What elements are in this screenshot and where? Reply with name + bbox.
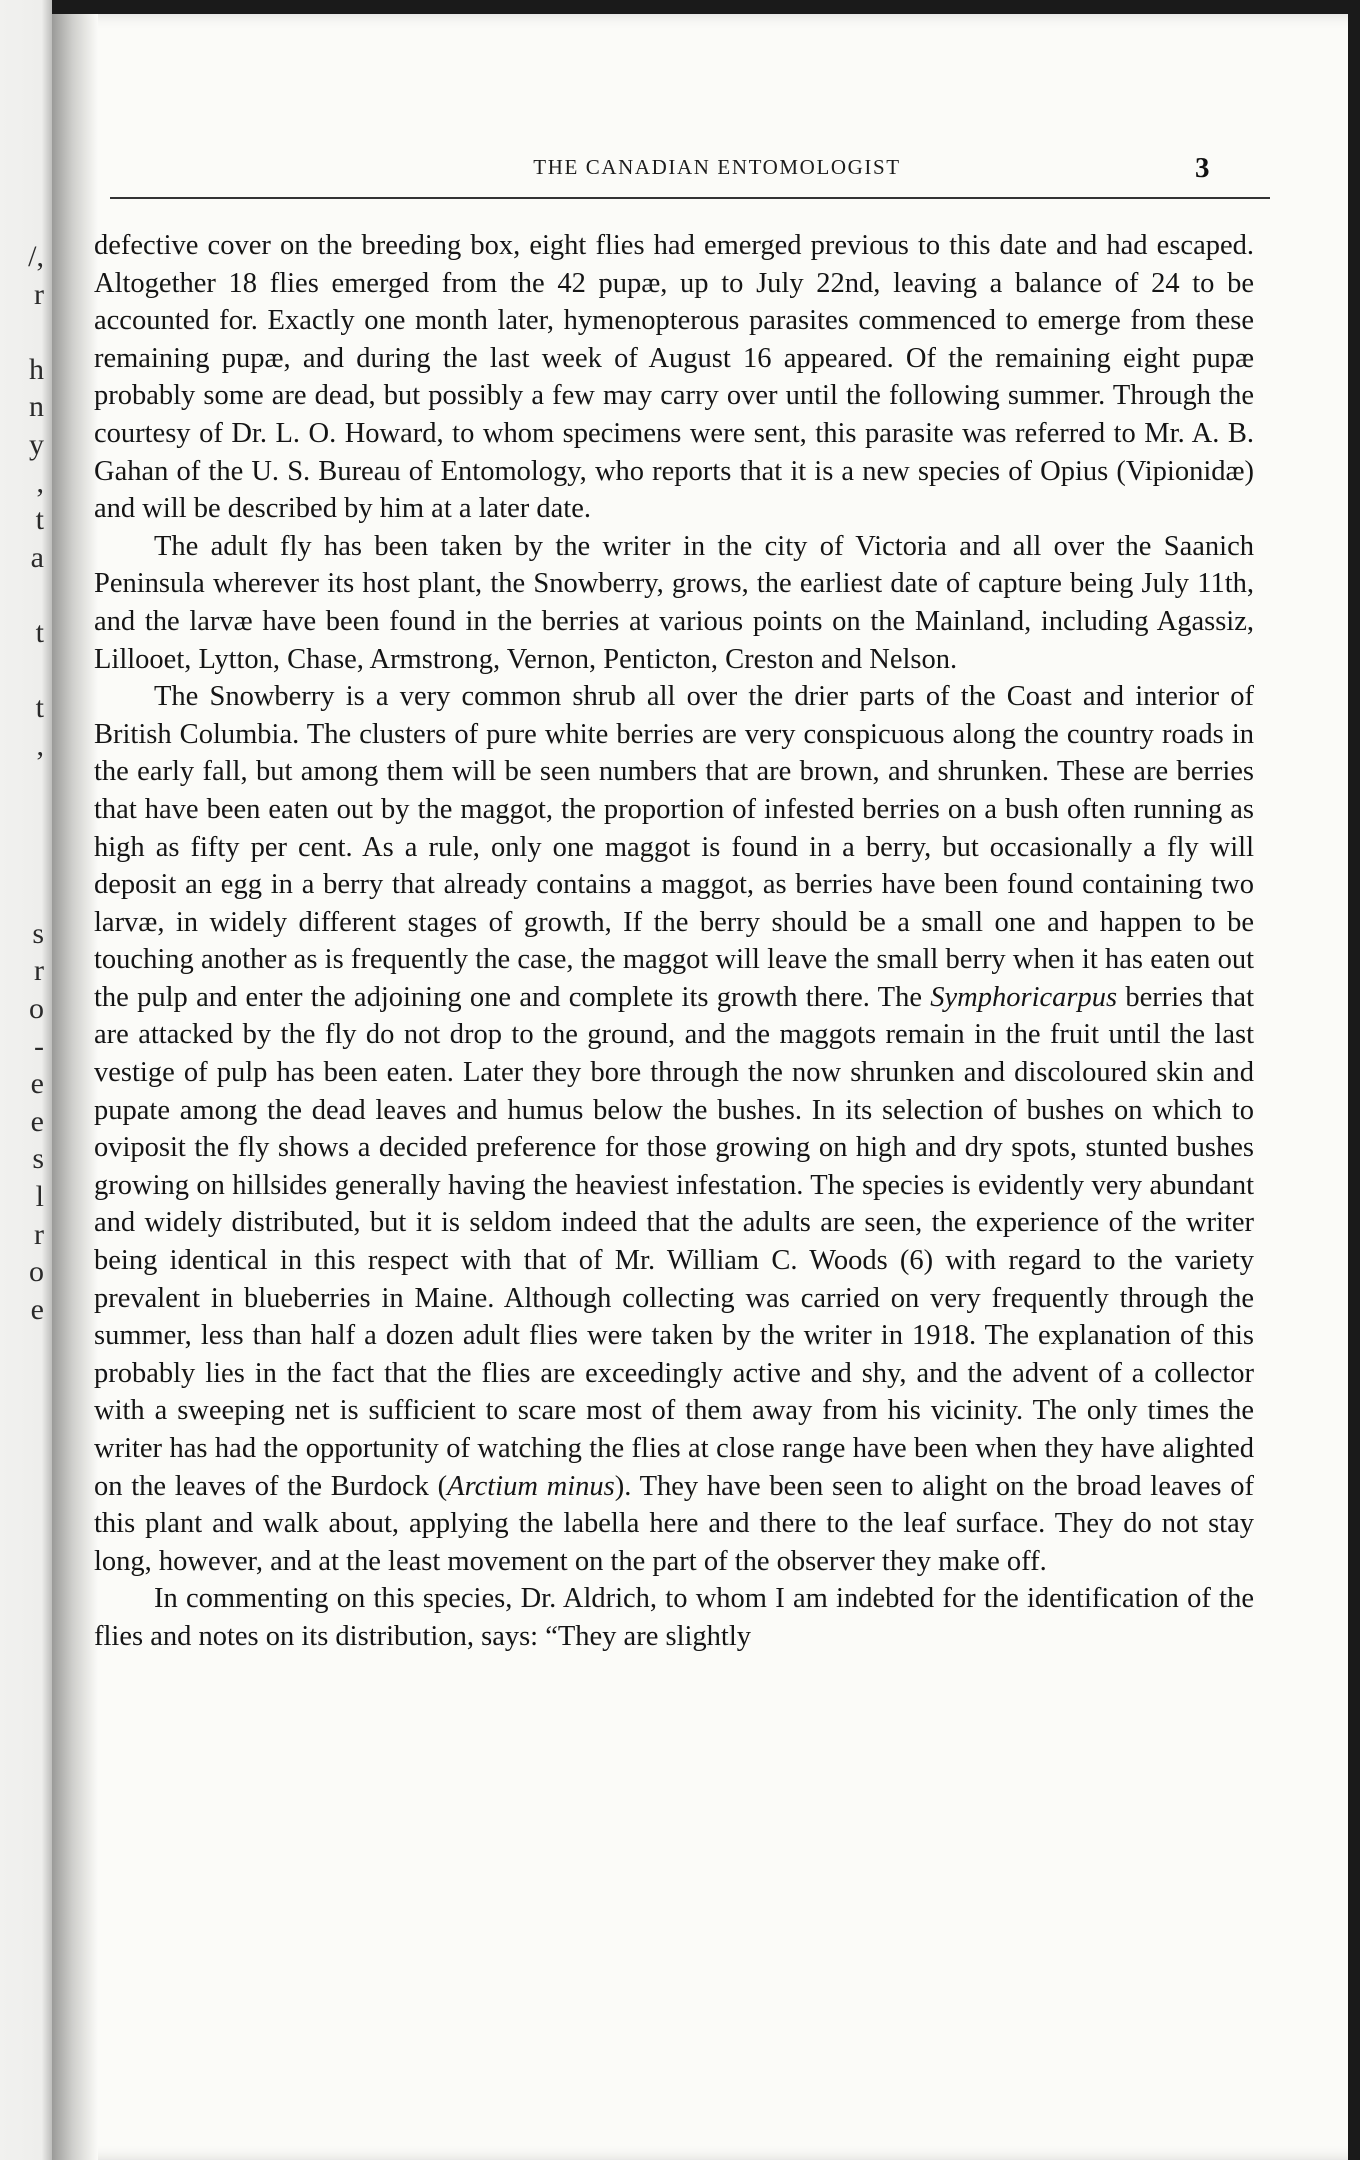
text-run: berries that are attacked by the fly do not drop to the ground, and the maggots remain in the fruit until the last vestige of pulp has been eaten. Later they bore through the now shrunken and discoloured skin and pupate among the dead leaves and humus below the bushes. In its selection of bushes on which to oviposit the fly shows a decided preference for those growing on high and dry spots, stunted bushes growing on hillsides generally having the heaviest infestation. The species is evidently very abundant and widely distributed, but it is seldom indeed that the adults are seen, the experience of the writer being identical in this respect with that of Mr. William C. Woods (6) with regard to the variety prevalent in blueberries in Maine. Although collecting was carried on very frequently through the summer, less than half a dozen adult flies were taken by the writer in 1918. The explanation of this probably lies in the fact that the flies are exceedingly active and shy, and the advent of a collector with a sweeping net is sufficient to scare most of them away from his vicinity. The only times the writer has had the opportunity of watching the flies at close range have been when they have alighted on the leaves of the Burdock ( (94, 981, 1254, 1502)
margin-fragment: - (34, 1029, 44, 1063)
paragraph (94, 1580, 1254, 1655)
margin-fragment: s (32, 916, 44, 950)
text-run: ). They have been seen to alight on the broad leaves of this plant and walk about, applying the labella here and there to the leaf surface. They do not stay long, however, and at the least movement on the part of the observer they make off. (94, 1470, 1254, 1577)
body-text (94, 227, 1254, 1656)
margin-fragment: y (29, 428, 44, 461)
margin-fragment: /, (28, 240, 44, 273)
margin-fragment: , (36, 728, 44, 762)
paragraph (94, 678, 1254, 1580)
margin-fragment: l (35, 1180, 44, 1213)
header-rule (110, 197, 1270, 199)
italic-term: Arctium minus (447, 1470, 615, 1502)
margin-fragment: e (30, 1292, 44, 1326)
margin-fragment: t (35, 691, 44, 725)
margin-fragment: h (29, 352, 44, 386)
margin-fragment: r (34, 954, 44, 988)
margin-fragment: e (30, 1067, 44, 1101)
paragraph (94, 528, 1254, 678)
text-run: The adult fly has been taken by the writer in the city of Victoria and all over the Saanich Peninsula wherever its host plant, the Snowberry, grows, the earliest date of capture being July 11th, and the larvæ have been found in the berries at various points on the Mainland, including Agassiz, Lillooet, Lytton, Chase, Armstrong, Vernon, Penticton, Creston and Nelson. (94, 530, 1254, 675)
margin-fragment: t (35, 616, 44, 649)
margin-fragment: a (30, 540, 44, 574)
text-run: In commenting on this species, Dr. Aldrich, to whom I am indebted for the identification of the flies and notes on its distribution, says: “They are slightly (94, 1583, 1254, 1652)
margin-fragment: , (36, 465, 44, 499)
margin-fragment: o (29, 1255, 44, 1289)
running-head: THE CANADIAN ENTOMOLOGIST (533, 155, 901, 179)
page-gutter-shadow (52, 14, 98, 2160)
text-run: The Snowberry is a very common shrub all over the drier parts of the Coast and interior of British Columbia. The clusters of pure white berries are very conspicuous along the country roads in the early fall, but among them will be seen numbers that are brown, and shrunken. These are berries that have been eaten out by the maggot, the proportion of infested berries on a bush often running as high as fifty per cent. As a rule, only one maggot is found in a berry, but occasionally a fly will deposit an egg in a berry that already contains a maggot, as berries have been found containing two larvæ, in widely different stages of growth, If the berry should be a small one and happen to be touching another as is frequently the case, the maggot will leave the small berry when it has eaten out the pulp and enter the adjoining one and complete its growth there. The (94, 681, 1254, 1013)
margin-fragment: t (35, 503, 44, 537)
margin-fragment: n (29, 390, 44, 424)
margin-fragment: e (30, 1104, 44, 1138)
margin-fragment: r (34, 1217, 44, 1251)
page-number: 3 (1195, 152, 1210, 184)
adjacent-page-margin (0, 0, 52, 2160)
margin-fragment: s (32, 1142, 44, 1176)
book-page (52, 14, 1348, 2160)
margin-fragment: r (34, 277, 44, 311)
margin-fragment: o (29, 992, 44, 1025)
italic-term: Symphoricarpus (930, 981, 1118, 1013)
paragraph (94, 227, 1254, 528)
text-run: defective cover on the breeding box, eight flies had emerged previous to this date and had escaped. Altogether 18 flies emerged from the 42 pupæ, up to July 22nd, leaving a balance of 24 to be accounted for. Exactly one month later, hymenopterous parasites commenced to emerge from these remaining pupæ, and during the last week of August 16 appeared. Of the remaining eight pupæ probably some are dead, but possibly a few may carry over until the following summer. Through the courtesy of Dr. L. O. Howard, to whom specimens were sent, this parasite was referred to Mr. A. B. Gahan of the U. S. Bureau of Entomology, who reports that it is a new species of Opius (Vipionidæ) and will be described by him at a later date. (94, 230, 1254, 525)
